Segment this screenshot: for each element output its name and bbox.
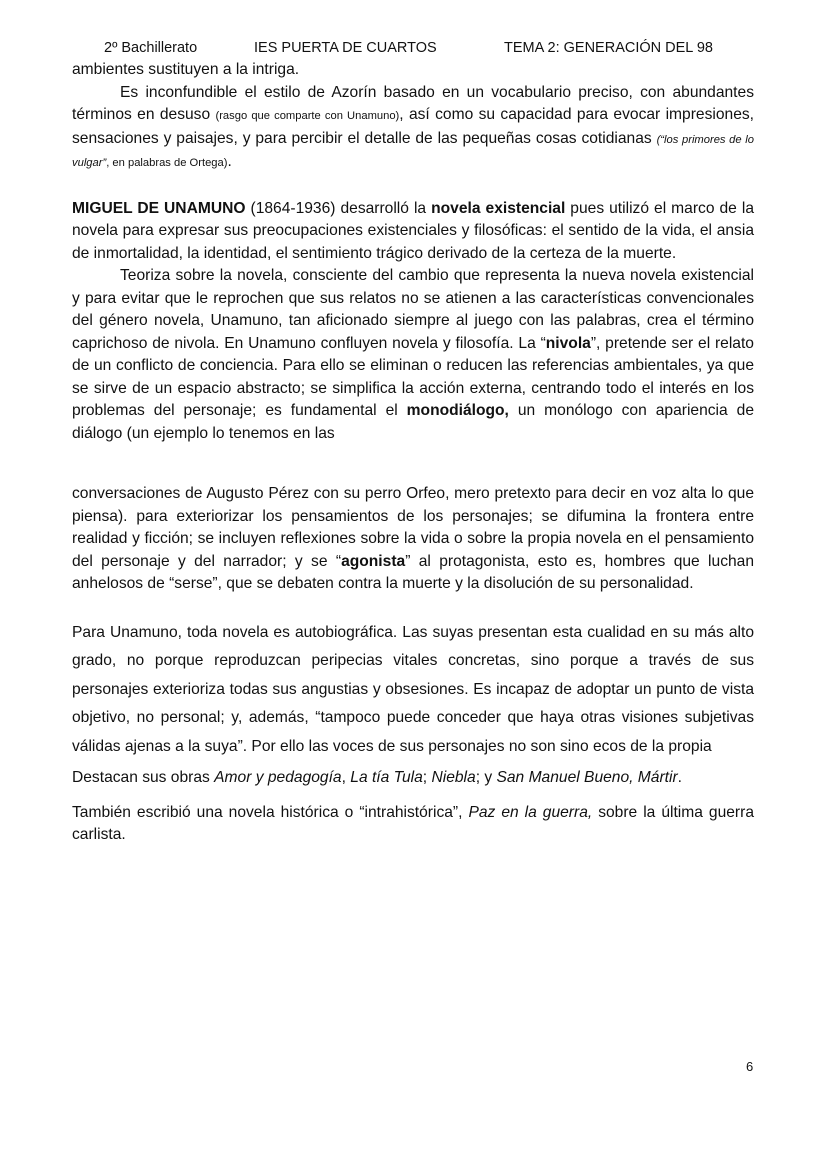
- text: .: [227, 153, 232, 170]
- paragraph-autobiografica: Para Unamuno, toda novela es autobiográfica. Las suyas presentan esta cualidad en su más alto grado, no porque reproduzcan peripecias vitales concretas, sino porque a través de sus personajes exterioriza todas sus angustias y obsesiones. Es incapaz de adoptar un punto de vista objetivo, no personal; y, además, “tampoco puede conceder que haya otras visiones subjetivas válidas ajenas a la suya”. Por ello las voces de sus personajes no son sino ecos de la propia: [72, 623, 754, 755]
- text: Es inconfundible el estilo de Azorín basado en un vocabulario preciso, con abundantes términos en desuso: [72, 83, 754, 123]
- work-title: San Manuel Bueno, Mártir: [496, 769, 678, 787]
- text: ”, pretende ser el relato de un conflicto de conciencia. Para ello se eliminan o reducen las referencias ambientales, ya que se sirve de un espacio abstracto; se simplifica la acción externa, centrando todo el interés en los problemas del personaje; es fundamental el: [72, 334, 754, 419]
- text: ; y: [475, 769, 497, 787]
- text: (1864-1936) desarrolló la: [245, 199, 432, 217]
- text: .: [677, 769, 682, 787]
- paragraph-azorin-style: [72, 82, 754, 175]
- aside-note: (rasgo que comparte con Unamuno): [215, 110, 400, 122]
- bold-term: novela existencial: [431, 199, 566, 217]
- paragraph-augusto: [72, 483, 754, 596]
- work-title: Paz en la guerra,: [468, 803, 593, 821]
- paragraph-historica: [72, 802, 754, 847]
- text: ” al protagonista, esto es, hombres que luchan anhelosos de “serse”, que se debaten contra la muerte y la disolución de su personalidad.: [72, 552, 755, 592]
- text: conversaciones de Augusto Pérez con su perro Orfeo, mero pretexto para decir en voz alta lo que piensa). para exteriorizar los pensamientos de los personajes; se difumina la frontera entre realidad y ficción; se incluyen reflexiones sobre la vida o sobre la propia novela en el pensamiento del personaje y del narrador; y se “: [72, 485, 754, 570]
- header-topic: TEMA 2: GENERACIÓN DEL 98: [504, 40, 713, 56]
- bold-term: nivola: [545, 334, 591, 352]
- text: pues utilizó el marco de la novela para expresar sus preocupaciones existenciales y filosóficas: el sentido de la vida, el ansia de inmortalidad, la identidad, el sentimiento trágico derivado de la certeza de la muerte.: [72, 199, 755, 262]
- text: , así como su capacidad para evocar impresiones, sensaciones y paisajes, y para percibir el detalle de las pequeñas cosas cotidianas: [72, 106, 754, 147]
- paragraph-unamuno-intro: [72, 198, 754, 266]
- work-title: La tía Tula: [350, 769, 423, 787]
- bold-term: monodiálogo,: [406, 402, 509, 419]
- paragraph-continuation: ambientes sustituyen a la intriga.: [72, 61, 300, 78]
- text: un monólogo con apariencia de diálogo (un ejemplo lo tenemos en las: [72, 402, 754, 442]
- header-course: 2º Bachillerato: [104, 40, 198, 56]
- author-name: MIGUEL DE UNAMUNO: [72, 199, 246, 217]
- work-title: Amor y pedagogía: [214, 769, 342, 787]
- text: ,: [341, 769, 351, 787]
- paragraph-nivola: [72, 265, 754, 445]
- aside-quote: (“los primores de lo vulgar”: [72, 133, 754, 169]
- text: También escribió una novela histórica o “intrahistórica”,: [72, 803, 469, 821]
- paragraph-obras: [72, 767, 754, 790]
- page-number: 6: [746, 1059, 754, 1074]
- header-school: IES PUERTA DE CUARTOS: [254, 40, 437, 56]
- text: ;: [422, 769, 432, 787]
- work-title: Niebla: [431, 769, 476, 787]
- text: Destacan sus obras: [72, 769, 215, 787]
- text: Teoriza sobre la novela, consciente del cambio que representa la nueva novela existencial y para evitar que le reprochen que sus relatos no se atienen a las características convencionales del género novela, Unamuno, tan aficionado siempre al juego con las palabras, crea el término caprichoso de nivola. En Unamuno confluyen novela y filosofía. La “: [72, 267, 754, 352]
- page-header: [0, 40, 828, 60]
- bold-term: agonista: [341, 552, 406, 570]
- document-body: [72, 59, 754, 847]
- aside-note: , en palabras de Ortega): [106, 157, 228, 169]
- text: sobre la última guerra carlista.: [72, 803, 754, 844]
